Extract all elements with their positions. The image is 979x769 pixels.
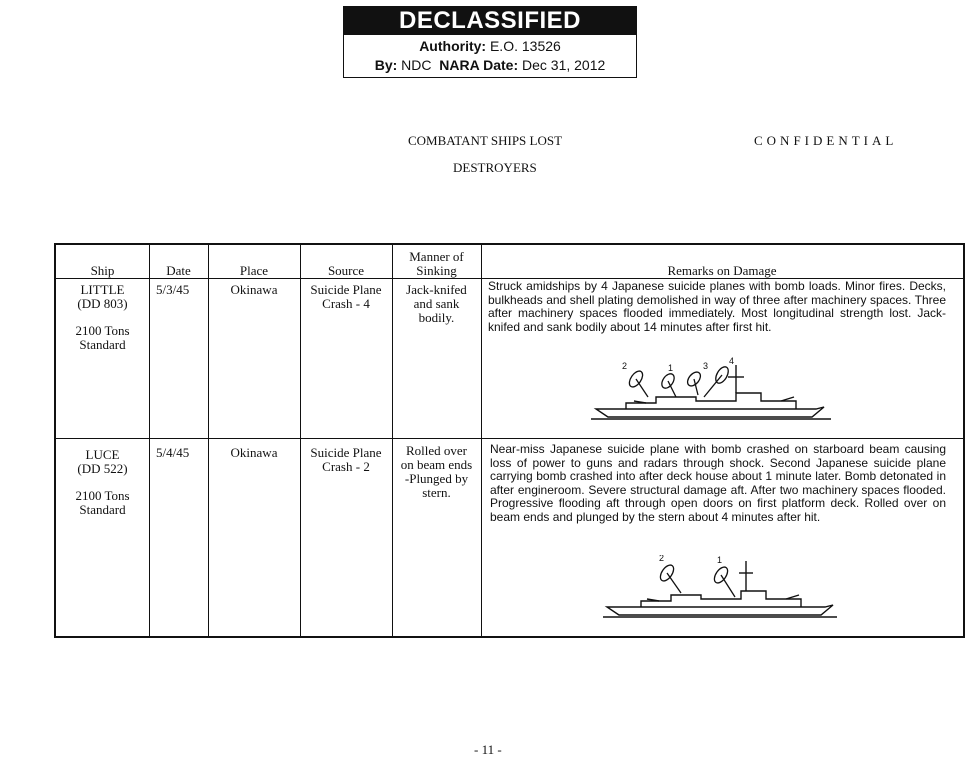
source-line: Crash - 4 xyxy=(322,296,370,311)
hit-label: 2 xyxy=(622,361,628,371)
source-cell xyxy=(300,446,392,474)
document-subtitle: DESTROYERS xyxy=(453,160,537,175)
column-header-remarks: Remarks on Damage xyxy=(667,263,777,278)
column-header-place: Place xyxy=(239,263,269,278)
date-cell: 5/3/45 xyxy=(156,282,190,297)
damage-diagram-luce xyxy=(601,555,841,623)
declassified-stamp xyxy=(343,6,637,78)
column-divider xyxy=(149,245,150,636)
source-cell xyxy=(300,283,392,311)
manner-line: and sank xyxy=(413,296,460,311)
source-line: Suicide Plane xyxy=(310,445,382,460)
manner-line: -Plunged by xyxy=(404,471,469,486)
classification-label: CONFIDENTIAL xyxy=(754,133,898,148)
plane-impact-icon xyxy=(658,563,735,597)
place-cell: Okinawa xyxy=(230,282,278,297)
remarks-cell: Near-miss Japanese suicide plane with bomb crashed on starboard beam causing loss of power to guns and radars through shock. Second Japanese suicide plane carrying bomb crashed into after deck house about 1 minute later. Bomb detonated in after engineroom. Severe structural damage aft. After two machinery spaces flooded. Progressive flooding aft through open doors on first platform deck. Rolled over on beam ends and plunged by the stern about 4 minutes after hit. xyxy=(490,442,946,524)
manner-header-line: Manner of xyxy=(409,249,464,264)
ship-name: LITTLE xyxy=(80,282,125,297)
hit-label: 2 xyxy=(659,555,665,563)
stamp-title: DECLASSIFIED xyxy=(344,7,636,35)
stamp-authority-label: Authority: xyxy=(419,38,487,54)
manner-header-line: Sinking xyxy=(416,263,457,278)
stamp-authority-value: E.O. 13526 xyxy=(489,38,561,54)
ship-tonnage: 2100 Tons xyxy=(75,323,130,338)
document-title: COMBATANT SHIPS LOST xyxy=(408,133,563,148)
manner-line: Jack-knifed xyxy=(406,282,467,297)
plane-impact-icon xyxy=(627,365,731,397)
column-header-ship: Ship xyxy=(90,263,115,278)
hit-label: 1 xyxy=(668,363,674,373)
ship-cell xyxy=(56,448,149,517)
remarks-cell: Struck amidships by 4 Japanese suicide planes with bomb loads. Minor fires. Decks, bulkheads and shell plating demolished in way of three after machinery spaces. Three after machinery spaces flooded immediately. Most longitudinal strength lost. Jack-knifed and sank bodily about 14 minutes after first hit. xyxy=(488,279,946,334)
hit-label: 4 xyxy=(729,357,735,366)
ship-hull-number: (DD 803) xyxy=(77,296,128,311)
hit-label: 3 xyxy=(703,361,709,371)
column-divider xyxy=(481,245,482,636)
column-header-date: Date xyxy=(166,263,191,278)
page-number: - 11 - xyxy=(474,742,502,757)
column-header-manner xyxy=(392,250,481,278)
ship-name: LUCE xyxy=(85,447,120,462)
place-cell: Okinawa xyxy=(230,445,278,460)
source-line: Suicide Plane xyxy=(310,282,382,297)
row-divider xyxy=(56,438,963,439)
ship-tonnage: 2100 Tons xyxy=(75,488,130,503)
stamp-by-label: By: xyxy=(374,57,398,73)
ships-lost-table xyxy=(54,243,965,638)
ship-cell xyxy=(56,283,149,352)
ship-displacement-class: Standard xyxy=(79,502,126,517)
stamp-nara-value: Dec 31, 2012 xyxy=(522,57,606,73)
stamp-authority xyxy=(344,37,636,56)
manner-cell xyxy=(392,444,481,500)
column-header-source: Source xyxy=(327,263,365,278)
stamp-by-value: NDC xyxy=(401,57,432,73)
date-cell: 5/4/45 xyxy=(156,445,190,460)
damage-diagram-little xyxy=(586,357,836,423)
ship-displacement-class: Standard xyxy=(79,337,126,352)
manner-line: on beam ends xyxy=(400,457,473,472)
manner-cell xyxy=(392,283,481,325)
ship-hull-number: (DD 522) xyxy=(77,461,128,476)
hit-label: 1 xyxy=(717,555,723,565)
manner-line: stern. xyxy=(422,485,451,500)
column-divider xyxy=(208,245,209,636)
source-line: Crash - 2 xyxy=(322,459,370,474)
stamp-by-line xyxy=(344,56,636,75)
stamp-nara-label: NARA Date: xyxy=(439,57,519,73)
manner-line: Rolled over xyxy=(405,443,467,458)
manner-line: bodily. xyxy=(418,310,455,325)
destroyer-hull-icon xyxy=(591,365,831,419)
